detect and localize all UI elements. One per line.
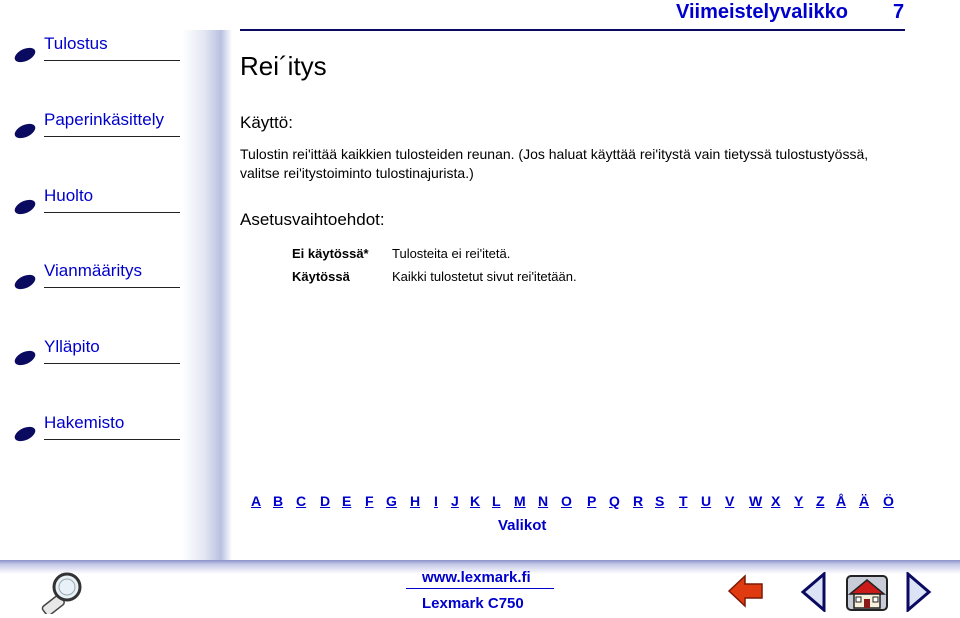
search-icon[interactable]	[36, 570, 86, 614]
options-heading: Asetusvaihtoehdot:	[240, 210, 385, 229]
sidebar-nav	[0, 0, 200, 560]
index-letter-link[interactable]: A	[251, 493, 262, 509]
index-letter-link[interactable]: O	[561, 493, 572, 509]
previous-page-icon[interactable]	[800, 572, 826, 612]
option-name: Ei käytössä*	[292, 246, 369, 261]
index-letter-link[interactable]: S	[655, 493, 665, 509]
divider	[44, 60, 180, 61]
index-letter-link[interactable]: D	[320, 493, 331, 509]
divider	[44, 212, 180, 213]
sidebar-item-label: Paperinkäsittely	[44, 110, 165, 129]
bullet-icon	[12, 274, 38, 290]
index-letter-link[interactable]: U	[701, 493, 712, 509]
index-letter-link[interactable]: T	[679, 493, 688, 509]
divider	[44, 363, 180, 364]
index-letter-link[interactable]: Ä	[859, 493, 870, 509]
divider	[44, 136, 180, 137]
bullet-icon	[12, 199, 38, 215]
index-letter-link[interactable]: N	[538, 493, 549, 509]
index-letter-link[interactable]: W	[749, 493, 763, 509]
page-title: Rei´itys	[240, 51, 327, 81]
usage-text: Tulostin rei'ittää kaikkien tulosteiden reunan. (Jos haluat käyttää rei'itystä vain tietyssä tulostustyössä, valitse rei'itystoiminto tulostinajurista.)	[240, 146, 869, 181]
main-content	[240, 0, 940, 560]
index-letter-link[interactable]: J	[451, 493, 459, 509]
website-link[interactable]: www.lexmark.fi	[422, 569, 531, 586]
sidebar-item-label: Vianmääritys	[44, 261, 142, 280]
index-letter-link[interactable]: I	[434, 493, 438, 509]
index-letter-link[interactable]: K	[470, 493, 481, 509]
footer-bar	[0, 560, 960, 618]
index-letter-link[interactable]: M	[514, 493, 526, 509]
index-letter-link[interactable]: R	[633, 493, 644, 509]
sidebar-item-label: Huolto	[44, 186, 94, 205]
index-letter-link[interactable]: L	[492, 493, 501, 509]
index-letter-link[interactable]: E	[342, 493, 352, 509]
sidebar-item-tulostus[interactable]	[0, 27, 200, 67]
index-letter-link[interactable]: Å	[836, 493, 847, 509]
index-letter-link[interactable]: Y	[794, 493, 804, 509]
index-letter-link[interactable]: P	[587, 493, 597, 509]
sidebar-item-hakemisto[interactable]	[0, 406, 200, 446]
index-letter-link[interactable]: Q	[609, 493, 620, 509]
section-title: Viimeistelyvalikko	[676, 1, 848, 23]
option-description: Tulosteita ei rei'itetä.	[392, 246, 511, 261]
index-letter-link[interactable]: G	[386, 493, 397, 509]
menus-link[interactable]: Valikot	[498, 517, 547, 534]
divider	[44, 287, 180, 288]
index-letter-link[interactable]: Ö	[883, 493, 894, 509]
sidebar-item-label: Ylläpito	[44, 337, 100, 356]
index-letter-link[interactable]: B	[273, 493, 284, 509]
next-page-icon[interactable]	[906, 572, 932, 612]
index-letter-link[interactable]: C	[296, 493, 307, 509]
divider	[406, 588, 554, 589]
go-back-icon[interactable]	[727, 574, 765, 608]
index-letter-link[interactable]: Z	[816, 493, 825, 509]
divider	[44, 439, 180, 440]
option-name: Käytössä	[292, 269, 350, 284]
index-letter-link[interactable]: H	[410, 493, 421, 509]
bullet-icon	[12, 426, 38, 442]
home-icon[interactable]	[843, 572, 891, 614]
bullet-icon	[12, 47, 38, 63]
usage-heading: Käyttö:	[240, 113, 293, 132]
index-letter-link[interactable]: F	[365, 493, 374, 509]
index-letter-link[interactable]: X	[771, 493, 781, 509]
option-description: Kaikki tulostetut sivut rei'itetään.	[392, 269, 577, 284]
sidebar-item-label: Hakemisto	[44, 413, 125, 432]
bullet-icon	[12, 123, 38, 139]
index-letter-link[interactable]: V	[725, 493, 735, 509]
sidebar-item-yllapito[interactable]	[0, 330, 200, 370]
bullet-icon	[12, 350, 38, 366]
sidebar-item-vianmaaritys[interactable]	[0, 254, 200, 294]
sidebar-item-label: Tulostus	[44, 34, 108, 53]
sidebar-item-huolto[interactable]	[0, 179, 200, 219]
product-name: Lexmark C750	[422, 595, 524, 612]
alphabet-index	[251, 493, 901, 513]
sidebar-item-paperinkasittely[interactable]	[0, 103, 200, 143]
page-number: 7	[893, 1, 905, 23]
